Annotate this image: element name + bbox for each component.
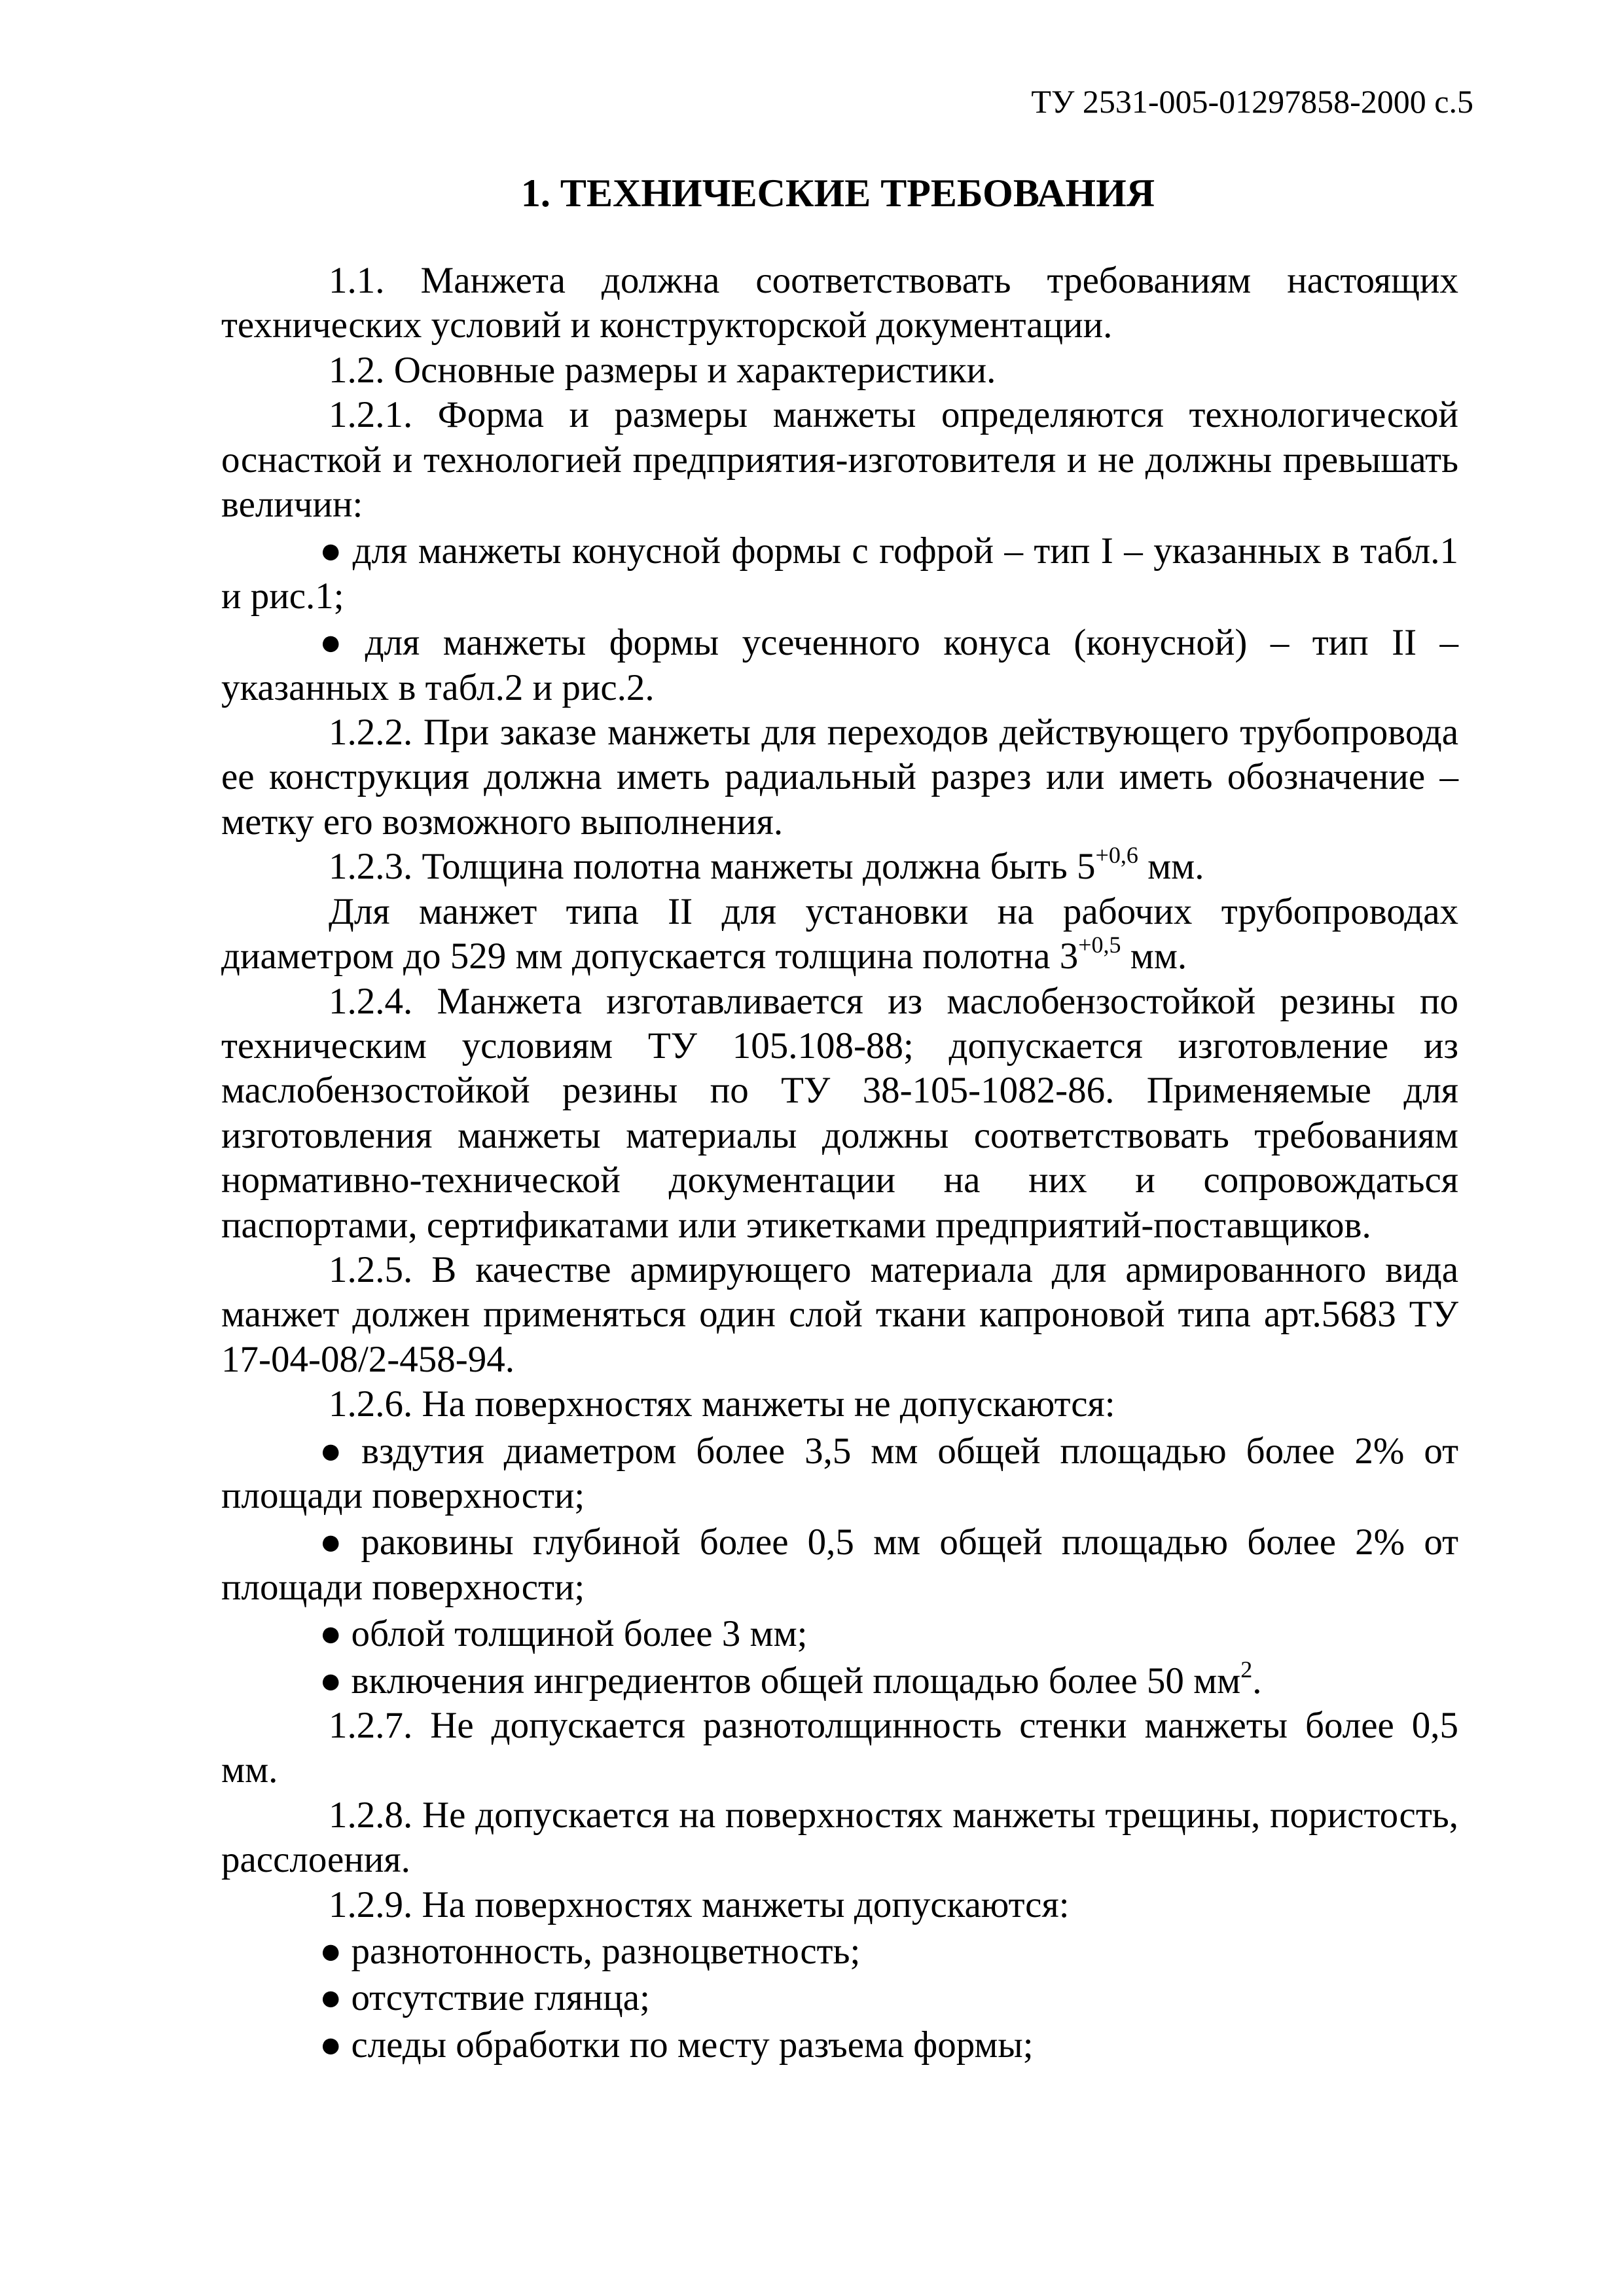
paragraph-1-2-3 <box>221 842 1458 889</box>
list-item <box>221 1520 1458 1610</box>
paragraph-text: 1.2.3. Толщина полотна манжеты должна быть 5 <box>329 846 1096 888</box>
superscript-tolerance: +0,5 <box>1078 932 1121 958</box>
paragraph-1-2-9: 1.2.9. На поверхностях манжеты допускаются: <box>329 1884 1070 1925</box>
bullet-icon: ● <box>319 1660 342 1702</box>
section-title: 1. ТЕХНИЧЕСКИЕ ТРЕБОВАНИЯ <box>520 172 1155 215</box>
paragraph-1-2-5: 1.2.5. В качестве армирующего материала для армированного вида манжет должен применяться один слой ткани капроновой типа арт.5683 ТУ 17-04-08/2-458-94. <box>221 1248 1458 1380</box>
list-item <box>221 1656 1458 1704</box>
list-item-text: . <box>1252 1660 1262 1702</box>
bullet-icon: ● <box>319 622 356 664</box>
list-item-text: облой толщиной более 3 мм; <box>351 1613 808 1655</box>
list-item-text: разнотонность, разноцветность; <box>351 1931 861 1973</box>
paragraph-1-2-8: 1.2.8. Не допускается на поверхностях манжеты трещины, пористость, расслоения. <box>221 1794 1458 1881</box>
list-item-text: вздутия диаметром более 3,5 мм общей площадью более 2% от площади поверхности; <box>221 1430 1459 1516</box>
list-item-text: раковины глубиной более 0,5 мм общей площадью более 2% от площади поверхности; <box>221 1522 1458 1608</box>
paragraph-text: мм. <box>1138 846 1204 888</box>
paragraph-1-2: 1.2. Основные размеры и характеристики. <box>329 349 996 391</box>
paragraph-1-2-2: 1.2.2. При заказе манжеты для переходов действующего трубопровода ее конструкция должна иметь радиальный разрез или иметь обозначение – метку его возможного выполнения. <box>221 712 1458 843</box>
list-item <box>221 621 1458 710</box>
list-item-text: включения ингредиентов общей площадью более 50 мм <box>351 1660 1241 1702</box>
paragraph-1-2-4: 1.2.4. Манжета изготавливается из маслобензостойкой резины по техническим условиям ТУ 105.108-88; допускается изготовление из маслобензостойкой резины по ТУ 38-105-1082-86. Применяемые для изготовления манжеты материалы должны соответствовать требованиям нормативно-технической документации на них и сопровождаться паспортами, сертификатами или этикетками предприятий-поставщиков. <box>221 980 1458 1246</box>
list-item-text: для манжеты формы усеченного конуса (конусной) – тип II – указанных в табл.2 и рис.2. <box>221 622 1458 708</box>
paragraph-text: Для манжет типа II для установки на рабочих трубопроводах диаметром до 529 мм допускается толщина полотна 3 <box>221 890 1458 977</box>
bullet-icon: ● <box>319 1977 342 2019</box>
bullet-icon: ● <box>319 1931 342 1973</box>
paragraph-1-2-1: 1.2.1. Форма и размеры манжеты определяются технологической оснасткой и технологией предприятия-изготовителя и не должны превышать величин: <box>221 394 1458 526</box>
bullet-icon: ● <box>319 2024 342 2066</box>
list-item-text: отсутствие глянца; <box>351 1977 650 2019</box>
paragraph-1-1: 1.1. Манжета должна соответствовать требованиям настоящих технических условий и конструкторской документации. <box>221 260 1458 346</box>
list-item <box>221 1929 1458 1974</box>
document-body <box>221 259 1458 2068</box>
bullet-icon: ● <box>319 530 344 572</box>
list-item <box>221 1429 1458 1519</box>
paragraph-text: мм. <box>1121 936 1187 977</box>
superscript-exponent: 2 <box>1240 1656 1253 1683</box>
bullet-icon: ● <box>319 1613 342 1655</box>
list-item <box>221 529 1458 619</box>
paragraph-1-2-6: 1.2.6. На поверхностях манжеты не допускаются: <box>329 1383 1115 1425</box>
document-header: ТУ 2531-005-01297858-2000 с.5 <box>1031 83 1473 120</box>
bullet-icon: ● <box>319 1430 353 1472</box>
list-item <box>221 1976 1458 2020</box>
paragraph-1-2-3-note <box>221 890 1458 979</box>
bullet-icon: ● <box>319 1522 352 1563</box>
paragraph-1-2-7: 1.2.7. Не допускается разнотолщинность стенки манжеты более 0,5 мм. <box>221 1705 1458 1791</box>
superscript-tolerance: +0,6 <box>1095 842 1138 869</box>
list-item <box>221 1612 1458 1656</box>
list-item-text: для манжеты конусной формы с гофрой – тип I – указанных в табл.1 и рис.1; <box>221 530 1458 617</box>
list-item <box>221 2023 1458 2068</box>
list-item-text: следы обработки по месту разъема формы; <box>351 2024 1034 2066</box>
